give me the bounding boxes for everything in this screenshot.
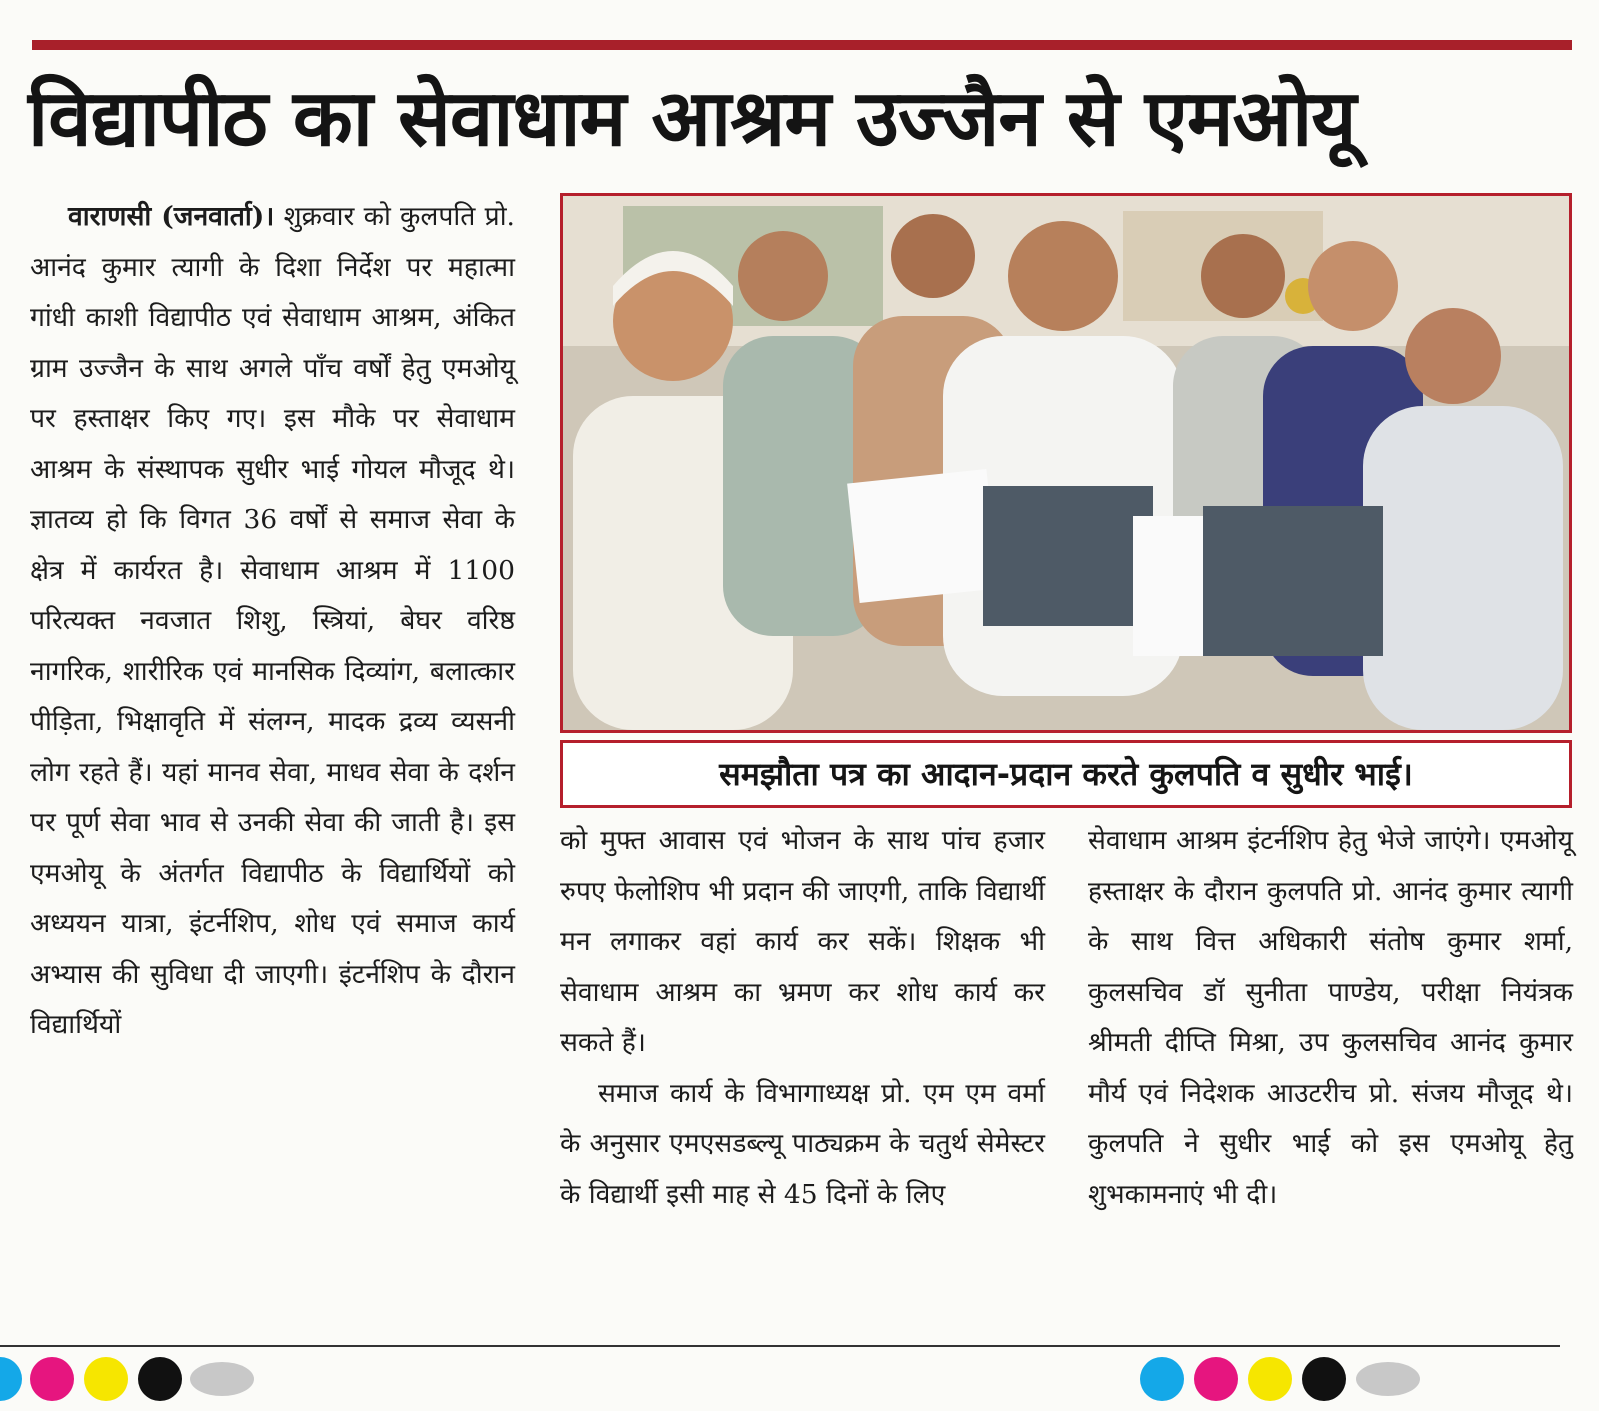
mou-exchange-photo — [560, 193, 1572, 733]
photo-caption: समझौता पत्र का आदान-प्रदान करते कुलपति व सुधीर भाई। — [560, 740, 1572, 808]
article-column-middle — [560, 816, 1045, 1220]
article-column-right — [1088, 816, 1573, 1220]
dateline: वाराणसी (जनवार्ता)। — [68, 201, 275, 232]
registration-dot-magenta — [30, 1357, 74, 1401]
registration-dot-grey — [1356, 1362, 1420, 1396]
bottom-rule — [0, 1345, 1560, 1347]
registration-dot-black — [1302, 1357, 1346, 1401]
registration-dot-cyan — [1140, 1357, 1184, 1401]
registration-dot-black — [138, 1357, 182, 1401]
registration-dot-yellow — [84, 1357, 128, 1401]
article-paragraph: सेवाधाम आश्रम इंटर्नशिप हेतु भेजे जाएंगे। एमओयू हस्ताक्षर के दौरान कुलपति प्रो. आनंद कुमार त्यागी के साथ वित्त अधिकारी संतोष कुमार शर्मा, कुलसचिव डॉ सुनीता पाण्डेय, परीक्षा नियंत्रक श्रीमती दीप्ति मिश्रा, उप कुलसचिव आनंद कुमार मौर्य एवं निदेशक आउटरीच प्रो. संजय मौजूद थे। कुलपति ने सुधीर भाई को इस एमओयू हेतु शुभकामनाएं भी दी। — [1088, 825, 1573, 1210]
article-paragraph: शुक्रवार को कुलपति प्रो. आनंद कुमार त्यागी के दिशा निर्देश पर महात्मा गांधी काशी विद्यापीठ एवं सेवाधाम आश्रम, अंकित ग्राम उज्जैन के साथ अगले पाँच वर्षों हेतु एमओयू पर हस्ताक्षर किए गए। इस मौके पर सेवाधाम आश्रम के संस्थापक सुधीर भाई गोयल मौजूद थे। ज्ञातव्य हो कि विगत 36 वर्षों से समाज सेवा के क्षेत्र में कार्यरत है। सेवाधाम आश्रम में 1100 परित्यक्त नवजात शिशु, स्त्रियां, बेघर वरिष्ठ नागरिक, शारीरिक एवं मानसिक दिव्यांग, बलात्कार पीड़िता, भिक्षावृति में संलग्न, मादक द्रव्य व्यसनी लोग रहते हैं। यहां मानव सेवा, माधव सेवा के दर्शन पर पूर्ण सेवा भाव से उनकी सेवा की जाती है। इस एमओयू के अंतर्गत विद्यापीठ के विद्यार्थियों को अध्ययन यात्रा, इंटर्नशिप, शोध एवं समाज कार्य अभ्यास की सुविधा दी जाएगी। इंटर्नशिप के दौरान विद्यार्थियों — [30, 201, 515, 1040]
registration-dot-cyan — [0, 1357, 22, 1401]
registration-dot-magenta — [1194, 1357, 1238, 1401]
registration-dot-yellow — [1248, 1357, 1292, 1401]
article-column-left — [30, 192, 515, 1051]
registration-dot-grey — [190, 1362, 254, 1396]
article-paragraph: समाज कार्य के विभागाध्यक्ष प्रो. एम एम वर्मा के अनुसार एमएसडब्ल्यू पाठ्यक्रम के चतुर्थ सेमेस्टर के विद्यार्थी इसी माह से 45 दिनों के लिए — [560, 1077, 1045, 1210]
article-paragraph: को मुफ्त आवास एवं भोजन के साथ पांच हजार रुपए फेलोशिप भी प्रदान की जाएगी, ताकि विद्यार्थी मन लगाकर वहां कार्य कर सकें। शिक्षक भी सेवाधाम आश्रम का भ्रमण कर शोध कार्य कर सकते हैं। — [560, 825, 1045, 1058]
headline: विद्यापीठ का सेवाधाम आश्रम उज्जैन से एमओयू — [28, 74, 1356, 164]
top-rule — [32, 40, 1572, 50]
